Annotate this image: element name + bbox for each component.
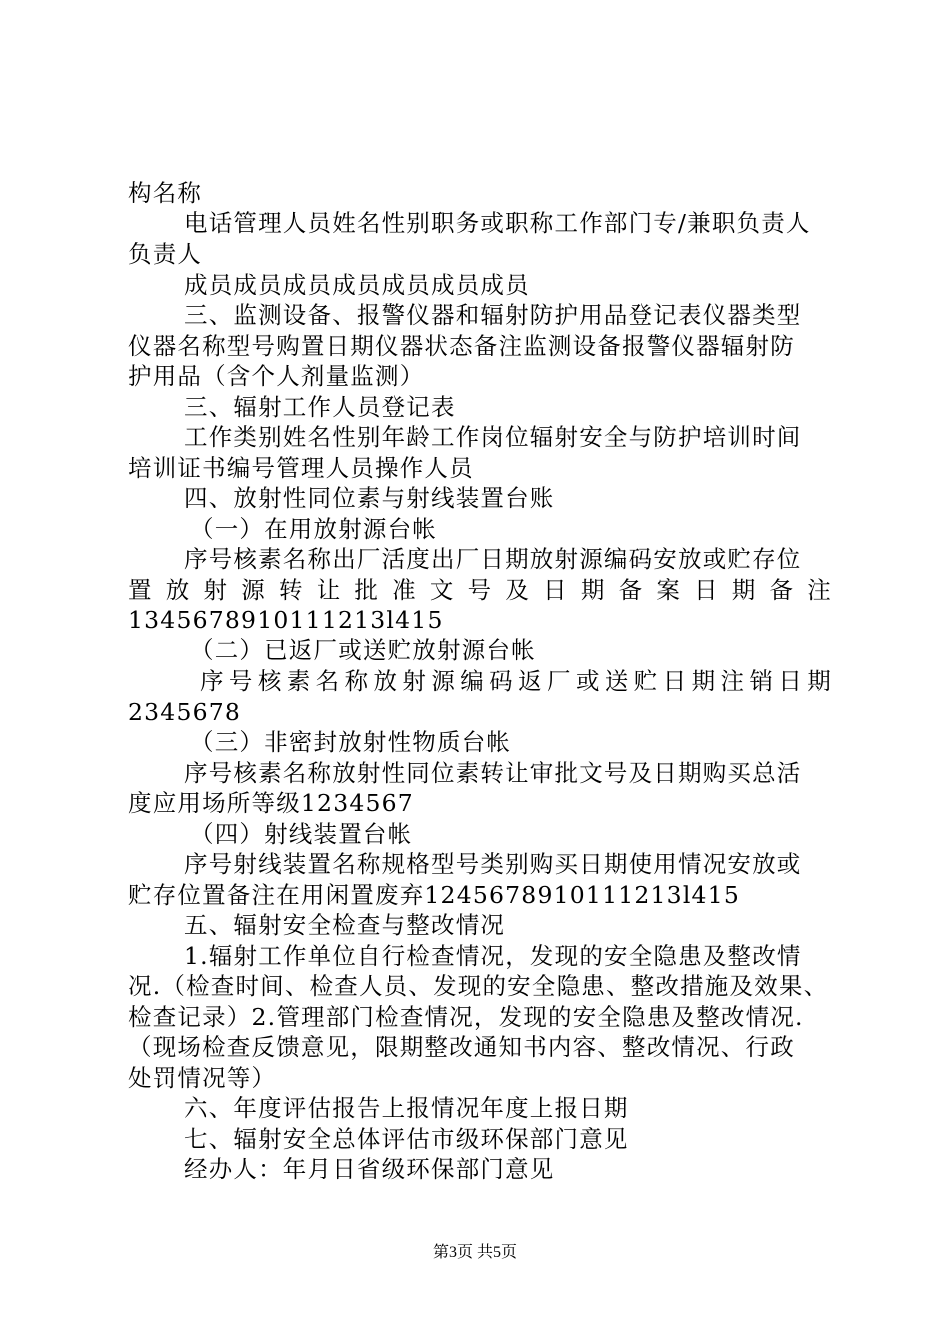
text-line: 处罚情况等） [128, 1064, 277, 1092]
text-line: 1.辐射工作单位自行检查情况，发现的安全隐患及整改情 [184, 942, 802, 970]
text-line: 电话管理人员姓名性别职务或职称工作部门专/兼职负责人 [184, 209, 811, 237]
text-line: 贮存位置备注在用闲置废弃1245678910111213l415 [128, 881, 740, 909]
text-line: 仪器名称型号购置日期仪器状态备注监测设备报警仪器辐射防 [128, 332, 795, 360]
text-line: 序号核素名称放射源编码返厂或送贮日期注销日期 [200, 667, 832, 695]
text-line: 构名称 [128, 179, 203, 207]
subsection-heading: （二）已返厂或送贮放射源台帐 [190, 636, 536, 664]
text-line: 工作类别姓名性别年龄工作岗位辐射安全与防护培训时间 [184, 423, 802, 451]
text-line: 度应用场所等级1234567 [128, 789, 414, 817]
text-line: 序号射线装置名称规格型号类别购买日期使用情况安放或 [184, 850, 802, 878]
text-line: 1345678910111213l415 [128, 606, 444, 634]
section-heading: 六、年度评估报告上报情况年度上报日期 [184, 1094, 629, 1122]
section-heading: 三、监测设备、报警仪器和辐射防护用品登记表仪器类型 [184, 301, 802, 329]
text-line: 序号核素名称放射性同位素转让审批文号及日期购买总活 [184, 759, 802, 787]
subsection-heading: （四）射线装置台帐 [190, 820, 413, 848]
text-line: 序号核素名称出厂活度出厂日期放射源编码安放或贮存位 [184, 545, 802, 573]
section-heading: 七、辐射安全总体评估市级环保部门意见 [184, 1125, 629, 1153]
text-line: 培训证书编号管理人员操作人员 [128, 454, 474, 482]
section-heading: 四、放射性同位素与射线装置台账 [184, 484, 555, 512]
section-heading: 五、辐射安全检查与整改情况 [184, 911, 506, 939]
text-line: 况.（检查时间、检查人员、发现的安全隐患、整改措施及效果、 [128, 972, 829, 1000]
text-line: 检查记录）2.管理部门检查情况，发现的安全隐患及整改情况. [128, 1003, 804, 1031]
text-line: 2345678 [128, 698, 242, 726]
page-number-footer: 第3页 共5页 [432, 1244, 517, 1261]
subsection-heading: （三）非密封放射性物质台帐 [190, 728, 512, 756]
text-line: 负责人 [128, 240, 203, 268]
subsection-heading: （一）在用放射源台帐 [190, 515, 437, 543]
text-line: （现场检查反馈意见，限期整改通知书内容、整改情况、行政 [128, 1033, 795, 1061]
text-line: 经办人：年月日省级环保部门意见 [184, 1155, 555, 1183]
text-line: 成员成员成员成员成员成员成员 [184, 271, 530, 299]
text-line: 置放射源转让批准文号及日期备案日期备注 [128, 576, 832, 604]
section-heading: 三、辐射工作人员登记表 [184, 393, 456, 421]
text-line: 护用品（含个人剂量监测） [128, 362, 425, 390]
